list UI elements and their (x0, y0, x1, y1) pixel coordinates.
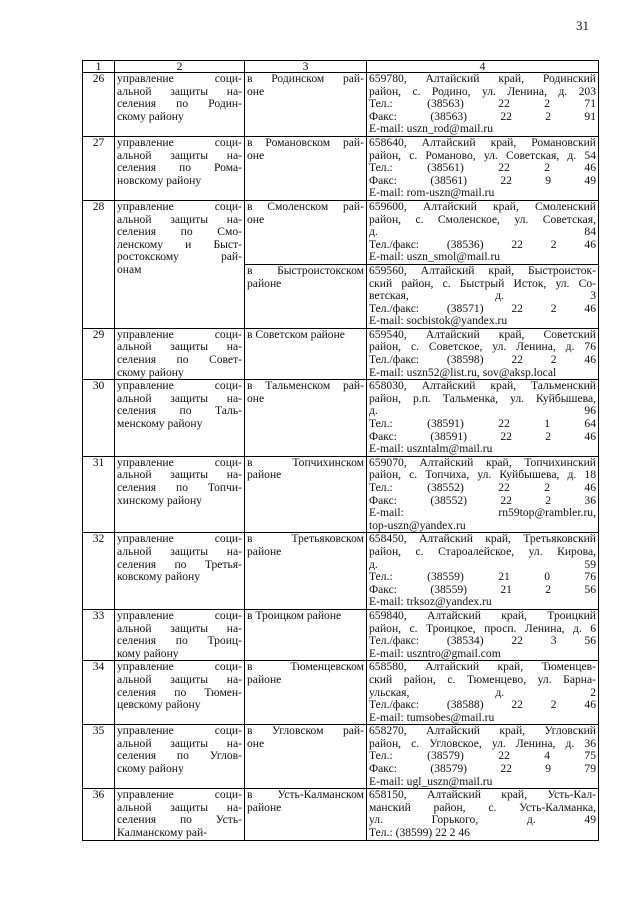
institution-line: ковскому району (117, 570, 200, 584)
contact-line: 658450, Алтайский край, Третьяковский (369, 532, 596, 546)
contact-line: 658270, Алтайский край, Угловский (369, 724, 596, 738)
contact-line: ский район, с. Быстрый Исток, ул. Со- (369, 276, 596, 290)
contact-line: д. 59 (369, 557, 596, 571)
institution-cell (115, 200, 245, 328)
contact-line: ветская, д. 3 (369, 289, 596, 303)
district-cell (245, 725, 367, 789)
district-line: районе (247, 672, 282, 686)
institution-line: селения по Рома- (117, 161, 242, 175)
row-number: 30 (83, 380, 115, 457)
contact-line: Тел.: (38559) 21 0 76 (369, 570, 596, 584)
district-line: оне (247, 736, 265, 750)
table-row (83, 456, 599, 533)
district-line: оне (247, 212, 265, 226)
district-cell (245, 380, 367, 457)
contact-line: 658580, Алтайский край, Тюменцев- (369, 660, 596, 674)
district-line: в Родинском рай- (247, 72, 364, 85)
contact-cell (367, 609, 599, 660)
district-line: в Смоленском рай- (247, 199, 364, 213)
table-row (83, 609, 599, 660)
district-line: районе (247, 468, 282, 482)
district-line: районе (247, 800, 282, 814)
district-line: в Быстроистокском (247, 263, 364, 277)
table-row (83, 328, 599, 379)
contact-line: E-mail: uszntro@gmail.com (369, 646, 501, 660)
institution-line: кому району (117, 646, 179, 660)
contact-line: Тел.: (38591) 22 1 64 (369, 417, 596, 431)
institution-line: альной защиты на- (117, 84, 242, 98)
institution-line: альной защиты на- (117, 340, 242, 354)
district-cell (245, 264, 367, 328)
contact-line: д. 84 (369, 225, 596, 239)
institution-line: ростокскому рай- (117, 250, 242, 264)
institution-line: управление соци- (117, 608, 242, 622)
header-col-3: 3 (245, 61, 367, 73)
contact-line: Тел.: (38561) 22 2 46 (369, 161, 596, 175)
institution-cell (115, 380, 245, 457)
district-line: оне (247, 148, 265, 162)
contacts-table (82, 60, 599, 841)
contact-line: Тел./факс: (38588) 22 2 46 (369, 698, 596, 712)
page-number: 31 (576, 18, 589, 33)
contact-line: 659840, Алтайский край, Троицкий (369, 608, 596, 622)
contact-line: top-uszn@yandex.ru (369, 518, 466, 532)
contact-line: E-mail: ugl_uszn@mail.ru (369, 774, 493, 788)
contact-line: Тел./факс: (38536) 22 2 46 (369, 237, 596, 251)
district-line: в Угловском рай- (247, 724, 364, 738)
institution-line: управление соци- (117, 455, 242, 469)
district-line: оне (247, 391, 265, 405)
institution-cell (115, 725, 245, 789)
contact-cell (367, 456, 599, 533)
district-cell (245, 789, 367, 840)
row-number: 32 (83, 533, 115, 610)
institution-line: хинскому району (117, 493, 202, 507)
table-row (83, 725, 599, 789)
contact-line: район, с. Староалейское, ул. Кирова, (369, 544, 596, 558)
institution-line: альной защиты на- (117, 148, 242, 162)
institution-cell (115, 73, 245, 137)
institution-cell (115, 136, 245, 200)
institution-line: селения по Топчи- (117, 481, 242, 494)
contact-line: 659070, Алтайский край, Топчихинский (369, 455, 596, 469)
contact-line: Тел./факс: (38571) 22 2 46 (369, 301, 596, 315)
institution-line: управление соци- (117, 199, 242, 213)
contact-line: Факс: (38561) 22 9 49 (369, 173, 596, 187)
institution-line: онам (117, 262, 142, 276)
district-cell (245, 661, 367, 725)
table-row (83, 661, 599, 725)
contact-line: 659780, Алтайский край, Родинский (369, 72, 596, 85)
contact-line: E-mail: uszn_smol@mail.ru (369, 250, 501, 264)
contact-line: 658150, Алтайский край, Усть-Кал- (369, 788, 596, 802)
contact-line: район, с. Советское, ул. Ленина, д. 76 (369, 340, 596, 354)
contact-cell (367, 380, 599, 457)
institution-line: цевскому району (117, 698, 201, 712)
institution-cell (115, 533, 245, 610)
contact-line: Факс: (38579) 22 9 79 (369, 762, 596, 776)
contact-line: E-mail: uszn52@list.ru, sov@aksp.local (369, 365, 557, 379)
header-col-2: 2 (115, 61, 245, 73)
contact-line: Факс: (38559) 21 2 56 (369, 582, 596, 596)
contact-cell (367, 73, 599, 137)
institution-line: селения по Третья- (117, 557, 242, 571)
institution-line: управление соци- (117, 72, 242, 85)
district-cell (245, 609, 367, 660)
row-number: 26 (83, 73, 115, 137)
table-row (83, 380, 599, 457)
contact-line: E-mail: rn59top@rambler.ru, (369, 506, 596, 520)
district-cell (245, 200, 367, 264)
contact-line: район, с. Родино, ул. Ленина, д. 203 (369, 84, 596, 98)
district-line: в Романовском рай- (247, 135, 364, 149)
contact-line: район, р.п. Тальменка, ул. Куйбышева, (369, 391, 596, 405)
table-row (83, 136, 599, 200)
contact-line: 659560, Алтайский край, Быстроисток- (369, 263, 596, 277)
district-cell (245, 533, 367, 610)
contact-line: район, с. Топчиха, ул. Куйбышева, д. 18 (369, 468, 596, 482)
institution-cell (115, 609, 245, 660)
institution-line: управление соци- (117, 135, 242, 149)
contact-line: E-mail: uszn_rod@mail.ru (369, 122, 494, 136)
row-number: 36 (83, 789, 115, 840)
contact-cell (367, 136, 599, 200)
contact-line: Тел./факс: (38534) 22 3 56 (369, 634, 596, 648)
row-number: 27 (83, 136, 115, 200)
institution-line: альной защиты на- (117, 800, 242, 814)
institution-line: новскому району (117, 173, 202, 187)
institution-line: селения по Родин- (117, 97, 242, 111)
district-line: оне (247, 84, 265, 98)
district-line: в Топчихинском (247, 455, 364, 469)
table-row (83, 789, 599, 840)
district-line: в Советском районе (247, 327, 345, 341)
district-cell (245, 136, 367, 200)
district-line: в Третьяковском (247, 532, 364, 546)
row-number: 35 (83, 725, 115, 789)
institution-line: селения по Тюмен- (117, 685, 242, 699)
contact-line: E-mail: tumsobes@mail.ru (369, 710, 495, 724)
institution-line: селения по Смо- (117, 225, 242, 239)
district-line: районе (247, 544, 282, 558)
contact-line: д. 96 (369, 404, 596, 418)
institution-line: Калманскому рай- (117, 826, 208, 840)
institution-line: альной защиты на- (117, 544, 242, 558)
contact-line: ул. Горького, д. 49 (369, 813, 596, 827)
contact-line: E-mail: uszntalm@mail.ru (369, 442, 493, 456)
contact-line: Тел.: (38552) 22 2 46 (369, 481, 596, 494)
contact-line: манский район, с. Усть-Калманка, (369, 800, 596, 814)
institution-line: альной защиты на- (117, 621, 242, 635)
contact-line: Тел./факс: (38598) 22 2 46 (369, 353, 596, 367)
contact-line: E-mail: rom-uszn@mail.ru (369, 186, 495, 200)
row-number: 28 (83, 200, 115, 328)
institution-cell (115, 456, 245, 533)
table-body (83, 73, 599, 841)
contact-cell (367, 725, 599, 789)
district-line: в Усть-Калманском (247, 788, 364, 802)
district-cell (245, 328, 367, 379)
district-line: в Тальменском рай- (247, 379, 364, 393)
contact-cell (367, 533, 599, 610)
contact-line: 659600, Алтайский край, Смоленский (369, 199, 596, 213)
institution-line: альной защиты на- (117, 212, 242, 226)
contact-cell (367, 789, 599, 840)
institution-line: ленскому и Быст- (117, 237, 242, 251)
district-cell (245, 456, 367, 533)
institution-cell (115, 661, 245, 725)
institution-line: управление соци- (117, 327, 242, 341)
institution-line: селения по Углов- (117, 749, 242, 763)
institution-line: скому району (117, 762, 184, 776)
contact-line: район, с. Угловское, ул. Ленина, д. 36 (369, 736, 596, 750)
contact-line: E-mail: socbistok@yandex.ru (369, 314, 508, 328)
table-row (83, 200, 599, 264)
institution-line: скому району (117, 365, 184, 379)
contact-line: Факс: (38552) 22 2 36 (369, 493, 596, 507)
institution-line: управление соци- (117, 532, 242, 546)
institution-line: альной защиты на- (117, 672, 242, 686)
contact-cell (367, 661, 599, 725)
contact-line: Факс: (38591) 22 2 46 (369, 429, 596, 443)
contact-line: район, с. Романово, ул. Советская, д. 54 (369, 148, 596, 162)
institution-line: скому району (117, 109, 184, 123)
institution-line: селения по Троиц- (117, 634, 242, 648)
contact-line: Тел.: (38563) 22 2 71 (369, 97, 596, 111)
institution-line: управление соци- (117, 724, 242, 738)
contact-cell (367, 200, 599, 264)
institution-cell (115, 328, 245, 379)
row-number: 34 (83, 661, 115, 725)
contact-line: Факс: (38563) 22 2 91 (369, 109, 596, 123)
contact-cell (367, 328, 599, 379)
contact-line: 658030, Алтайский край, Тальменский (369, 379, 596, 393)
institution-line: селения по Совет- (117, 353, 242, 367)
contact-line: Тел.: (38599) 22 2 46 (369, 826, 470, 840)
institution-line: управление соци- (117, 788, 242, 802)
contact-line: 658640, Алтайский край, Романовский (369, 135, 596, 149)
institution-line: селения по Усть- (117, 813, 242, 827)
contact-cell (367, 264, 599, 328)
institution-line: менскому району (117, 417, 203, 431)
row-number: 31 (83, 456, 115, 533)
table-row (83, 73, 599, 137)
institution-line: альной защиты на- (117, 468, 242, 482)
district-line: в Троицком районе (247, 608, 342, 622)
row-number: 33 (83, 609, 115, 660)
row-number: 29 (83, 328, 115, 379)
contact-line: E-mail: trksoz@yandex.ru (369, 595, 492, 609)
contact-line: ский район, с. Тюменцево, ул. Барна- (369, 672, 596, 686)
district-line: в Тюменцевском (247, 660, 364, 674)
contact-line: район, с. Смоленское, ул. Советская, (369, 212, 596, 226)
header-col-1: 1 (83, 61, 115, 73)
institution-line: альной защиты на- (117, 391, 242, 405)
contact-line: Тел.: (38579) 22 4 75 (369, 749, 596, 763)
district-cell (245, 73, 367, 137)
institution-line: селения по Таль- (117, 404, 242, 418)
contact-line: 659540, Алтайский край, Советский (369, 327, 596, 341)
header-row (83, 61, 599, 73)
contact-line: район, с. Троицкое, просп. Ленина, д. 6 (369, 621, 596, 635)
institution-cell (115, 789, 245, 840)
contact-line: ульская, д. 2 (369, 685, 596, 699)
institution-line: управление соци- (117, 379, 242, 393)
district-line: районе (247, 276, 282, 290)
table-row (83, 533, 599, 610)
institution-line: управление соци- (117, 660, 242, 674)
header-col-4: 4 (367, 61, 599, 73)
institution-line: альной защиты на- (117, 736, 242, 750)
